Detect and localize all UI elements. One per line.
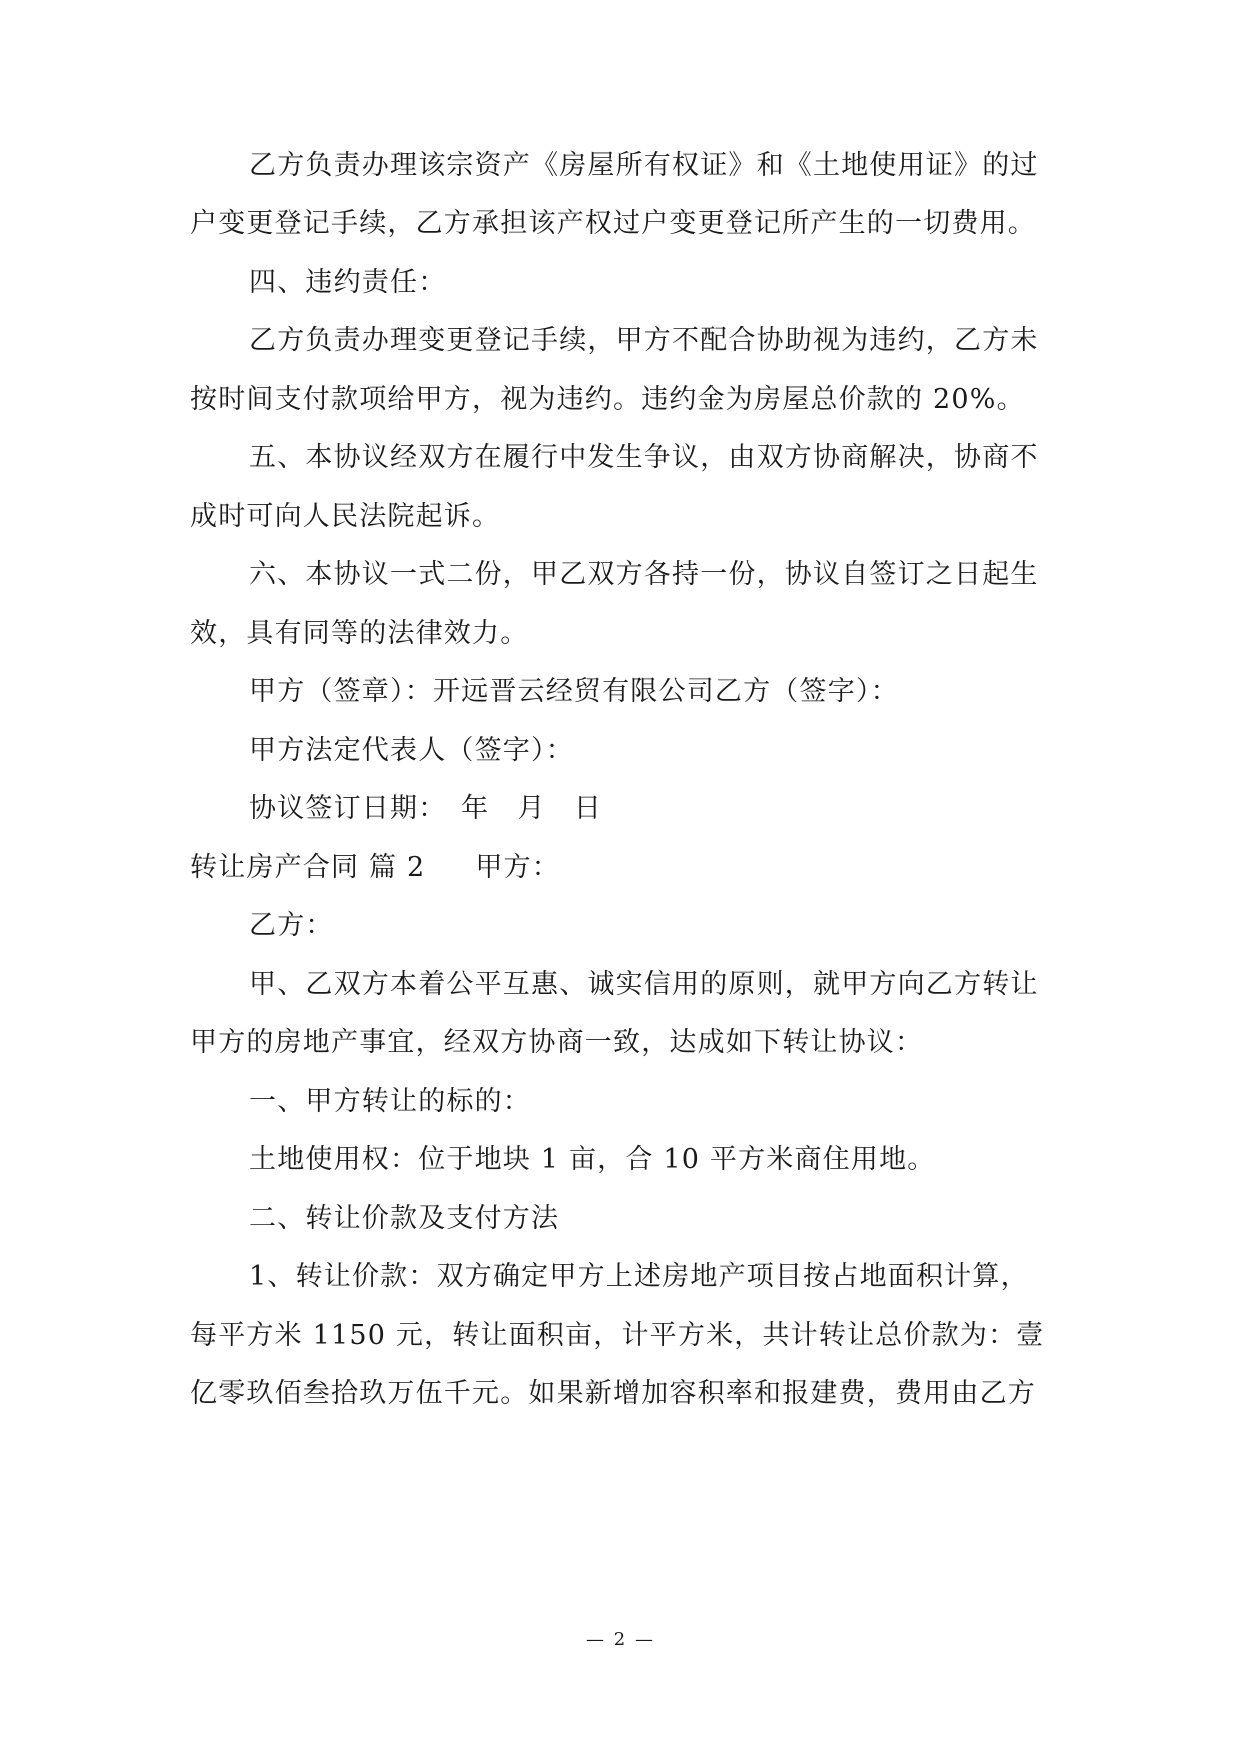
paragraph-line: 每平方米 1150 元，转让面积亩，计平方米，共计转让总价款为：壹 <box>190 1320 1045 1351</box>
paragraph-line: 土地使用权：位于地块 1 亩，合 10 平方米商住用地。 <box>249 1144 936 1175</box>
paragraph-line: 乙方负责办理该宗资产《房屋所有权证》和《土地使用证》的过 <box>249 150 1039 181</box>
signature-line: 甲方（签章）：开远晋云经贸有限公司乙方（签字）： <box>249 676 899 707</box>
paragraph-line: 甲、乙双方本着公平互惠、诚实信用的原则，就甲方向乙方转让 <box>249 969 1039 1000</box>
section-title: 转让房产合同 <box>190 852 360 883</box>
paragraph-line: 甲方的房地产事宜，经双方协商一致，达成如下转让协议： <box>190 1027 924 1058</box>
party-b-label: 乙方： <box>249 910 334 941</box>
paragraph-line: 按时间支付款项给甲方，视为违约。违约金为房屋总价款的 20%。 <box>190 384 1025 415</box>
paragraph-line: 乙方负责办理变更登记手续，甲方不配合协助视为违约，乙方未 <box>249 325 1039 356</box>
paragraph-line: 1、转让价款：双方确定甲方上述房地产项目按占地面积计算， <box>249 1261 1029 1292</box>
page-number: — 2 — <box>586 1629 655 1650</box>
clause-heading: 一、甲方转让的标的： <box>249 1086 531 1117</box>
paragraph-line: 户变更登记手续，乙方承担该产权过户变更登记所产生的一切费用。 <box>190 208 1036 239</box>
signature-line: 甲方法定代表人（签字）： <box>249 735 574 766</box>
clause-heading: 二、转让价款及支付方法 <box>249 1203 560 1234</box>
paragraph-line: 效，具有同等的法律效力。 <box>190 618 529 649</box>
clause-heading: 四、违约责任： <box>249 267 447 298</box>
paragraph-line: 成时可向人民法院起诉。 <box>190 501 501 532</box>
paragraph-line: 五、本协议经双方在履行中发生争议，由双方协商解决，协商不 <box>249 442 1039 473</box>
paragraph-line: 亿零玖佰叁拾玖万伍千元。如果新增加容积率和报建费，费用由乙方 <box>190 1378 1036 1409</box>
date-line: 协议签订日期： 年 月 日 <box>249 793 603 824</box>
section-part: 篇 2 <box>369 852 426 883</box>
paragraph-line: 六、本协议一式二份，甲乙双方各持一份，协议自签订之日起生 <box>249 559 1039 590</box>
party-a-label: 甲方： <box>475 852 560 883</box>
section-heading <box>190 850 560 886</box>
